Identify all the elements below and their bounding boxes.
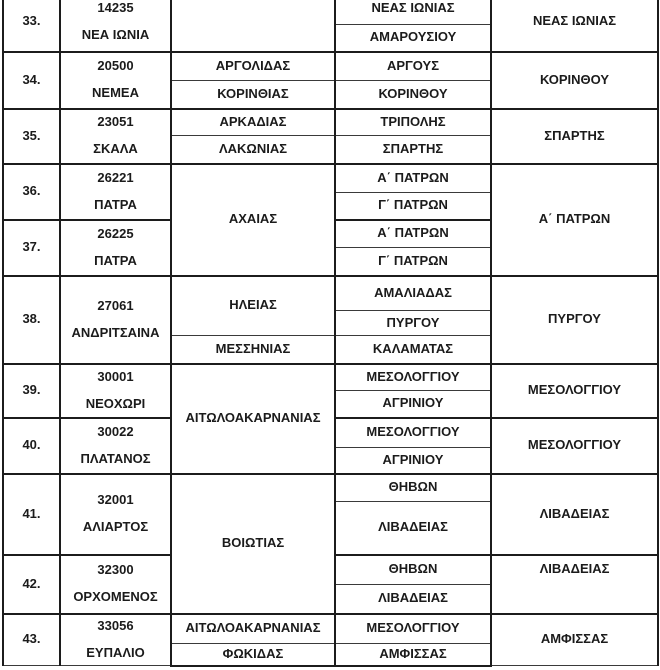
postal-code: 30001 [97, 368, 134, 384]
tax-office-cell: ΜΕΣΟΛΟΓΓΙΟΥ [335, 418, 491, 448]
locality-name: ΠΑΤΡΑ [94, 196, 137, 212]
table-row [3, 164, 658, 193]
tax-office-cell: ΑΓΡΙΝΙΟΥ [335, 448, 491, 474]
row-number-cell: 41. [3, 474, 60, 555]
locality-name: ΑΛΙΑΡΤΟΣ [82, 519, 149, 534]
postal-code: 32001 [97, 492, 134, 508]
prefecture-cell: ΜΕΣΣΗΝΙΑΣ [171, 336, 335, 364]
assigned-office-cell: ΜΕΣΟΛΟΓΓΙΟΥ [491, 364, 658, 418]
assigned-office-cell: ΝΕΑΣ ΙΩΝΙΑΣ [491, 0, 658, 52]
tax-office-cell: Α΄ ΠΑΤΡΩΝ [335, 220, 491, 248]
postal-code: 27061 [97, 297, 134, 313]
tax-office-cell: ΜΕΣΟΛΟΓΓΙΟΥ [335, 364, 491, 391]
tax-office-cell: ΚΟΡΙΝΘΟΥ [335, 81, 491, 109]
assigned-office-cell: Α΄ ΠΑΤΡΩΝ [491, 164, 658, 276]
postal-code: 26221 [97, 169, 134, 185]
prefecture-cell: ΑΙΤΩΛΟΑΚΑΡΝΑΝΙΑΣ [171, 364, 335, 474]
tax-office-cell: ΜΕΣΟΛΟΓΓΙΟΥ [335, 614, 491, 644]
locality-name: ΠΑΤΡΑ [94, 252, 137, 268]
row-number-cell: 35. [3, 109, 60, 164]
row-number-cell: 43. [3, 614, 60, 666]
prefecture-cell: ΑΡΚΑΔΙΑΣ [171, 109, 335, 136]
row-number-cell: 40. [3, 418, 60, 474]
row-number-cell: 33. [3, 0, 60, 52]
table-row [3, 109, 658, 136]
row-number-cell: 39. [3, 364, 60, 418]
registry-table [2, 0, 659, 667]
locality-name: ΕΥΠΑΛΙΟ [86, 644, 145, 660]
postal-code: 14235 [97, 0, 134, 15]
table-row [3, 364, 658, 391]
row-number-cell: 34. [3, 52, 60, 109]
locality-name: ΝΕΑ ΙΩΝΙΑ [81, 26, 150, 42]
postal-code: 23051 [97, 114, 134, 130]
locality-cell [60, 614, 171, 666]
tax-office-cell: ΠΥΡΓΟΥ [335, 311, 491, 336]
row-number-cell: 37. [3, 220, 60, 276]
locality-cell [60, 474, 171, 555]
locality-cell [60, 418, 171, 474]
prefecture-cell: ΛΑΚΩΝΙΑΣ [171, 136, 335, 164]
tax-office-cell: ΛΙΒΑΔΕΙΑΣ [335, 585, 491, 614]
locality-cell [60, 52, 171, 109]
locality-cell [60, 109, 171, 164]
locality-name: ΣΚΑΛΑ [93, 141, 138, 156]
locality-cell [60, 555, 171, 614]
locality-name: ΠΛΑΤΑΝΟΣ [80, 450, 151, 466]
table-row [3, 0, 658, 25]
prefecture-cell: ΗΛΕΙΑΣ [171, 276, 335, 336]
assigned-office-cell: ΛΙΒΑΔΕΙΑΣ [491, 474, 658, 555]
prefecture-cell-empty [171, 0, 335, 52]
tax-office-cell: ΝΕΑΣ ΙΩΝΙΑΣ [335, 0, 491, 25]
tax-office-cell: ΚΑΛΑΜΑΤΑΣ [335, 336, 491, 364]
postal-code: 26225 [97, 225, 134, 241]
assigned-office-cell: ΣΠΑΡΤΗΣ [491, 109, 658, 164]
prefecture-cell: ΦΩΚΙΔΑΣ [171, 644, 335, 666]
tax-office-cell: Γ΄ ΠΑΤΡΩΝ [335, 248, 491, 276]
prefecture-cell: ΑΡΓΟΛΙΔΑΣ [171, 52, 335, 81]
tax-office-cell: Α΄ ΠΑΤΡΩΝ [335, 164, 491, 193]
prefecture-cell: ΚΟΡΙΝΘΙΑΣ [171, 81, 335, 109]
prefecture-cell: ΑΧΑΙΑΣ [171, 164, 335, 276]
table-row [3, 276, 658, 311]
postal-code: 33056 [97, 617, 134, 633]
postal-code: 30022 [97, 423, 134, 439]
tax-office-cell: ΣΠΑΡΤΗΣ [335, 136, 491, 164]
assigned-office-cell: ΜΕΣΟΛΟΓΓΙΟΥ [491, 418, 658, 474]
locality-name: ΝΕΜΕΑ [92, 85, 139, 100]
tax-office-cell: ΤΡΙΠΟΛΗΣ [335, 109, 491, 136]
locality-cell [60, 164, 171, 220]
tax-office-cell: ΑΡΓΟΥΣ [335, 52, 491, 81]
locality-cell [60, 276, 171, 364]
row-number-cell: 36. [3, 164, 60, 220]
locality-name: ΑΝΔΡΙΤΣΑΙΝΑ [71, 324, 160, 340]
tax-office-cell: ΘΗΒΩΝ [335, 474, 491, 502]
row-number-cell: 42. [3, 555, 60, 614]
table-row [3, 474, 658, 502]
prefecture-cell: ΒΟΙΩΤΙΑΣ [171, 474, 335, 614]
assigned-office-cell: ΠΥΡΓΟΥ [491, 276, 658, 364]
postal-code: 32300 [97, 562, 134, 578]
locality-name: ΟΡΧΟΜΕΝΟΣ [73, 589, 158, 604]
postal-code: 20500 [97, 58, 134, 74]
table-row [3, 614, 658, 644]
tax-office-cell: ΑΓΡΙΝΙΟΥ [335, 391, 491, 418]
assigned-office-cell: ΚΟΡΙΝΘΟΥ [491, 52, 658, 109]
tax-office-cell: ΑΜΑΡΟΥΣΙΟΥ [335, 25, 491, 52]
tax-office-cell: ΛΙΒΑΔΕΙΑΣ [335, 502, 491, 555]
assigned-office-cell: ΑΜΦΙΣΣΑΣ [491, 614, 658, 666]
tax-office-cell: Γ΄ ΠΑΤΡΩΝ [335, 193, 491, 220]
locality-cell [60, 220, 171, 276]
assigned-office-cell: ΛΙΒΑΔΕΙΑΣ [491, 555, 658, 614]
prefecture-cell: ΑΙΤΩΛΟΑΚΑΡΝΑΝΙΑΣ [171, 614, 335, 644]
locality-name: ΝΕΟΧΩΡΙ [85, 395, 146, 411]
row-number-cell: 38. [3, 276, 60, 364]
tax-office-cell: ΘΗΒΩΝ [335, 555, 491, 585]
locality-cell [60, 364, 171, 418]
tax-office-cell: ΑΜΦΙΣΣΑΣ [335, 644, 491, 666]
tax-office-cell: ΑΜΑΛΙΑΔΑΣ [335, 276, 491, 311]
locality-cell [60, 0, 171, 52]
table-row [3, 52, 658, 81]
